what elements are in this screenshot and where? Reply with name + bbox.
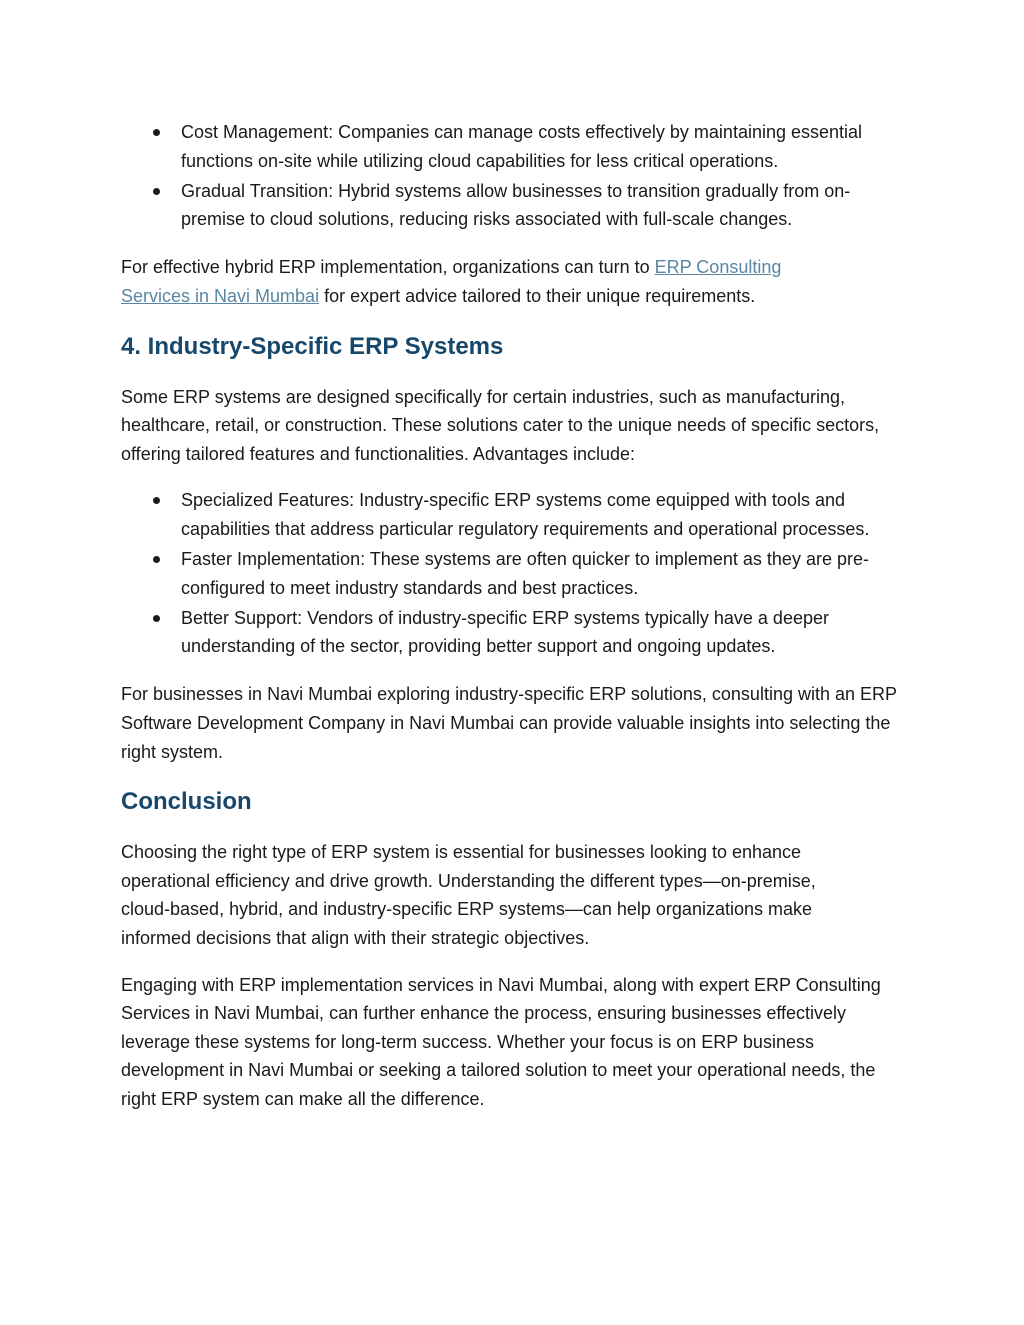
paragraph-text: For effective hybrid ERP implementation, organizations can turn to [121,257,655,278]
hybrid-advantages-list [121,118,907,234]
bullet-icon [153,129,160,136]
list-item [121,486,907,543]
list-item-text: Gradual Transition: Hybrid systems allow businesses to transition gradually from on-premise to cloud solutions, reducing risks associated with full-scale changes. [181,180,851,230]
section-heading-industry-specific: 4. Industry-Specific ERP Systems [121,332,504,360]
erp-consulting-link[interactable]: ERP Consulting Services in Navi Mumbai [121,257,782,306]
list-item-text: Specialized Features: Industry-specific ERP systems come equipped with tools and capabilities that address particular regulatory requirements and operational processes. [181,490,870,539]
paragraph-text: for expert advice tailored to their unique requirements. [319,285,756,306]
list-item-text: Cost Management: Companies can manage costs effectively by maintaining essential functions on-site while utilizing cloud capabilities for less critical operations. [181,122,863,171]
bullet-icon [153,497,160,504]
list-item [121,604,907,661]
list-item [121,545,907,602]
conclusion-paragraph-2: Engaging with ERP implementation services in Navi Mumbai, along with expert ERP Consulting Services in Navi Mumbai, can further enhance the process, ensuring businesses effectively leverage these systems for long-term success. Whether your focus is on ERP business development in Navi Mumbai or seeking a tailored solution to meet your operational needs, the right ERP system can make all the difference. [121,974,881,1109]
list-item [121,177,901,234]
document-page [121,118,907,1114]
conclusion-paragraph-1: Choosing the right type of ERP system is essential for businesses looking to enhance operational efficiency and drive growth. Understanding the different types—on-premise, cloud-based, hybrid, and industry-specific ERP systems—can help organizations make informed decisions that align with their strategic objectives. [121,842,816,948]
list-item [121,118,901,175]
bullet-icon [153,615,160,622]
section-heading-conclusion: Conclusion [121,788,252,816]
hybrid-consulting-paragraph [121,253,841,310]
industry-outro-paragraph: For businesses in Navi Mumbai exploring industry-specific ERP solutions, consulting with an ERP Software Development Company in Navi Mumbai can provide valuable insights into selecting the right system. [121,684,897,762]
list-item-text: Faster Implementation: These systems are often quicker to implement as they are pre-configured to meet industry standards and best practices. [181,549,869,598]
industry-intro-paragraph: Some ERP systems are designed specifically for certain industries, such as manufacturing, healthcare, retail, or construction. These solutions cater to the unique needs of specific sectors, offering tailored features and functionalities. Advantages include: [121,386,880,464]
list-item-text: Better Support: Vendors of industry-specific ERP systems typically have a deeper understanding of the sector, providing better support and ongoing updates. [181,607,829,657]
bullet-icon [153,556,160,563]
industry-advantages-list [121,486,907,661]
bullet-icon [153,188,160,195]
